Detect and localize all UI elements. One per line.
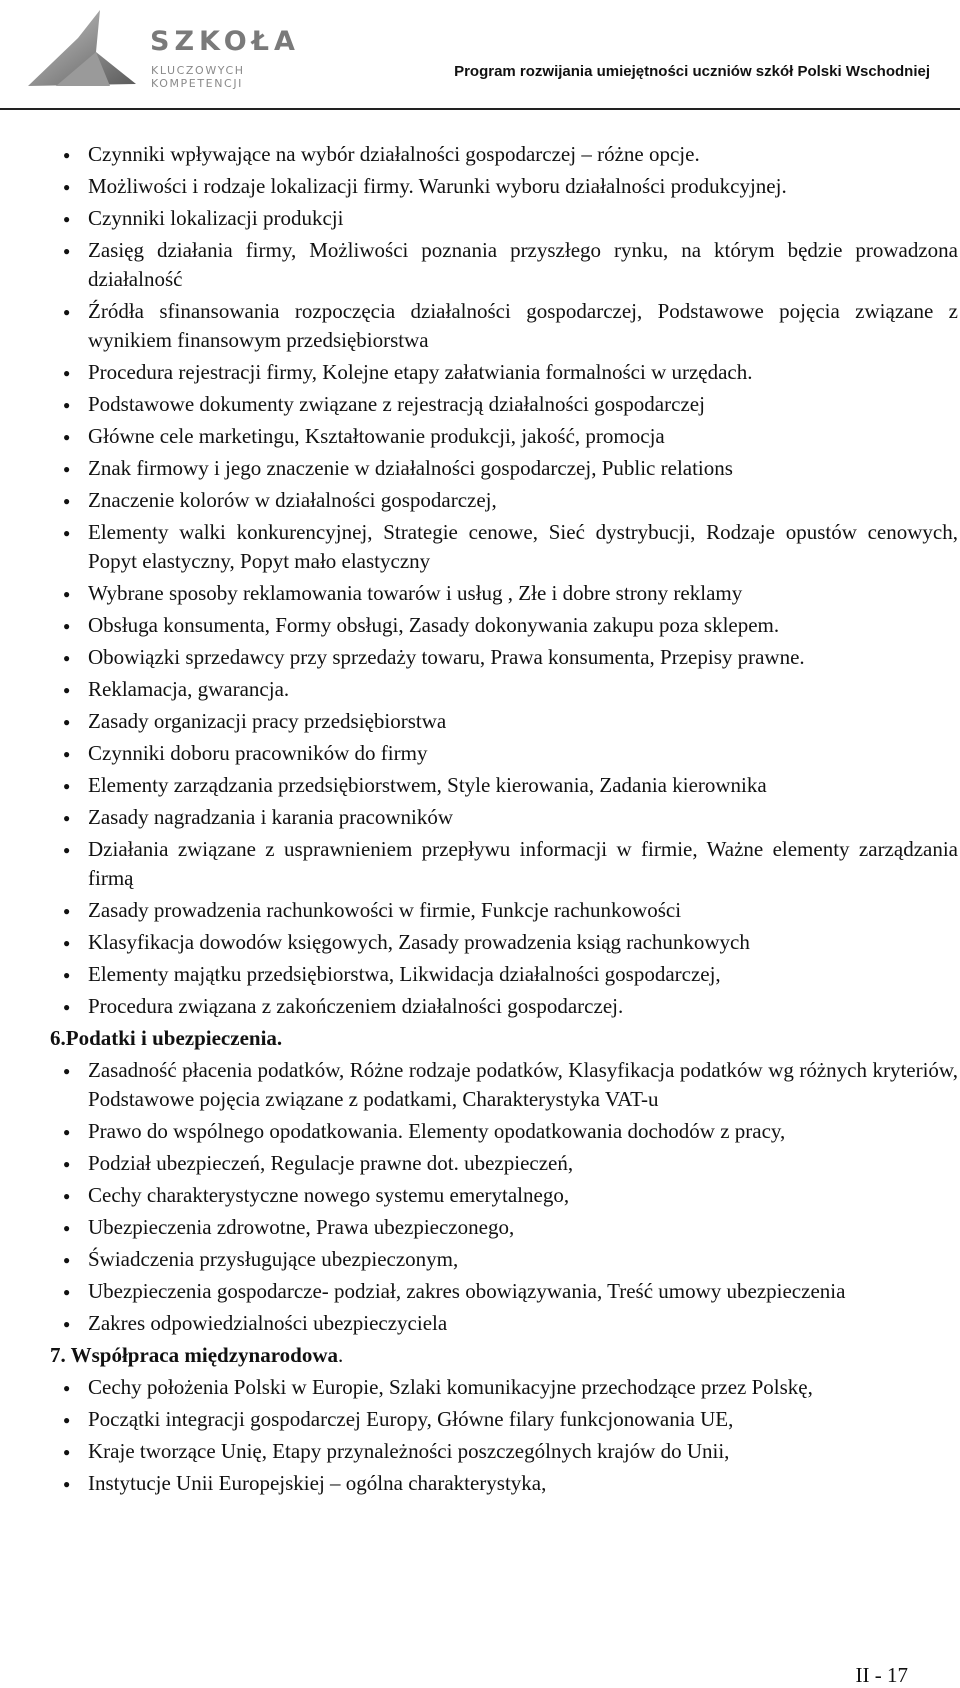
list-item <box>50 1437 958 1466</box>
bullet-icon: ● <box>63 968 71 982</box>
section-list <box>50 140 958 1021</box>
list-item-text: Ubezpieczenia zdrowotne, Prawa ubezpieczonego, <box>88 1215 515 1239</box>
list-item <box>50 1469 958 1498</box>
list-item <box>50 1117 958 1146</box>
bullet-icon: ● <box>63 843 71 857</box>
bullet-icon: ● <box>63 1189 71 1203</box>
list-item-text: Świadczenia przysługujące ubezpieczonym, <box>88 1247 459 1271</box>
list-item-text: Podstawowe dokumenty związane z rejestracją działalności gospodarczej <box>88 392 705 416</box>
bullet-icon: ● <box>63 715 71 729</box>
list-item-text: Ubezpieczenia gospodarcze- podział, zakres obowiązywania, Treść umowy ubezpieczenia <box>88 1279 846 1303</box>
bullet-icon: ● <box>63 1253 71 1267</box>
list-item <box>50 454 958 483</box>
section-heading-text: 7. Współpraca międzynarodowa <box>50 1343 338 1367</box>
list-item-text: Procedura związana z zakończeniem działalności gospodarczej. <box>88 994 624 1018</box>
page-header <box>0 0 960 112</box>
bullet-icon: ● <box>63 1445 71 1459</box>
list-item-text: Zasięg działania firmy, Możliwości poznania przyszłego rynku, na którym będzie prowadzona działalność <box>88 238 958 291</box>
list-item-text: Zasady prowadzenia rachunkowości w firmie, Funkcje rachunkowości <box>88 898 682 922</box>
list-item-text: Cechy położenia Polski w Europie, Szlaki komunikacyjne przechodzące przez Polskę, <box>88 1375 813 1399</box>
bullet-icon: ● <box>63 1413 71 1427</box>
list-item <box>50 390 958 419</box>
list-item <box>50 1181 958 1210</box>
bullet-icon: ● <box>63 366 71 380</box>
bullet-icon: ● <box>63 526 71 540</box>
list-item <box>50 1405 958 1434</box>
list-item-text: Procedura rejestracji firmy, Kolejne etapy załatwiania formalności w urzędach. <box>88 360 753 384</box>
list-item-text: Zasady nagradzania i karania pracowników <box>88 805 453 829</box>
list-item <box>50 486 958 515</box>
list-item-text: Cechy charakterystyczne nowego systemu emerytalnego, <box>88 1183 570 1207</box>
list-item-text: Czynniki doboru pracowników do firmy <box>88 741 428 765</box>
list-item-text: Znaczenie kolorów w działalności gospodarczej, <box>88 488 497 512</box>
bullet-icon: ● <box>63 1221 71 1235</box>
list-item-text: Zakres odpowiedzialności ubezpieczyciela <box>88 1311 448 1335</box>
list-item <box>50 1149 958 1178</box>
bullet-icon: ● <box>63 651 71 665</box>
list-item-text: Zasadność płacenia podatków, Różne rodzaje podatków, Klasyfikacja podatków wg różnych kryteriów, Podstawowe pojęcia związane z podatkami, Charakterystyka VAT-u <box>88 1058 958 1111</box>
bullet-icon: ● <box>63 494 71 508</box>
list-item-text: Wybrane sposoby reklamowania towarów i usług , Złe i dobre strony reklamy <box>88 581 743 605</box>
list-item-text: Klasyfikacja dowodów księgowych, Zasady prowadzenia ksiąg rachunkowych <box>88 930 750 954</box>
list-item-text: Znak firmowy i jego znaczenie w działalności gospodarczej, Public relations <box>88 456 733 480</box>
list-item-text: Instytucje Unii Europejskiej – ogólna charakterystyka, <box>88 1471 547 1495</box>
list-item-text: Elementy majątku przedsiębiorstwa, Likwidacja działalności gospodarczej, <box>88 962 721 986</box>
section-heading: 6.Podatki i ubezpieczenia. <box>50 1026 283 1050</box>
bullet-icon: ● <box>63 1064 71 1078</box>
list-item <box>50 1309 958 1338</box>
list-item-text: Czynniki lokalizacji produkcji <box>88 206 344 230</box>
bullet-icon: ● <box>63 936 71 950</box>
list-item <box>50 518 958 576</box>
list-item <box>50 358 958 387</box>
list-item <box>50 1056 958 1114</box>
list-item-text: Czynniki wpływające na wybór działalności gospodarczej – różne opcje. <box>88 142 700 166</box>
section-list <box>50 1056 958 1338</box>
bullet-icon: ● <box>63 180 71 194</box>
list-item <box>50 928 958 957</box>
bullet-icon: ● <box>63 212 71 226</box>
list-item <box>50 236 958 294</box>
list-item-text: Reklamacja, gwarancja. <box>88 677 290 701</box>
list-item <box>50 896 958 925</box>
document-body <box>50 140 958 1501</box>
list-item <box>50 204 958 233</box>
list-item-text: Prawo do wspólnego opodatkowania. Elementy opodatkowania dochodów z pracy, <box>88 1119 786 1143</box>
list-item <box>50 992 958 1021</box>
list-item <box>50 675 958 704</box>
list-item-text: Podział ubezpieczeń, Regulacje prawne dot. ubezpieczeń, <box>88 1151 574 1175</box>
list-item <box>50 707 958 736</box>
list-item-text: Zasady organizacji pracy przedsiębiorstwa <box>88 709 447 733</box>
bullet-icon: ● <box>63 430 71 444</box>
list-item-text: Główne cele marketingu, Kształtowanie produkcji, jakość, promocja <box>88 424 665 448</box>
bullet-icon: ● <box>63 244 71 258</box>
page-number: II - 17 <box>855 1663 908 1687</box>
bullet-icon: ● <box>63 1000 71 1014</box>
bullet-icon: ● <box>63 619 71 633</box>
list-item <box>50 960 958 989</box>
bullet-icon: ● <box>63 587 71 601</box>
list-item <box>50 140 958 169</box>
list-item <box>50 1373 958 1402</box>
bullet-icon: ● <box>63 148 71 162</box>
bullet-icon: ● <box>63 1285 71 1299</box>
list-item-text: Działania związane z usprawnieniem przepływu informacji w firmie, Ważne elementy zarządzania firmą <box>88 837 958 890</box>
bullet-icon: ● <box>63 1157 71 1171</box>
section-list <box>50 1373 958 1498</box>
list-item-text: Możliwości i rodzaje lokalizacji firmy. Warunki wyboru działalności produkcyjnej. <box>88 174 787 198</box>
list-item-text: Początki integracji gospodarczej Europy, Główne filary funkcjonowania UE, <box>88 1407 734 1431</box>
list-item <box>50 297 958 355</box>
list-item <box>50 1245 958 1274</box>
list-item <box>50 1277 958 1306</box>
list-item-text: Obsługa konsumenta, Formy obsługi, Zasady dokonywania zakupu poza sklepem. <box>88 613 780 637</box>
header-divider <box>0 108 960 110</box>
list-item <box>50 1213 958 1242</box>
list-item-text: Elementy zarządzania przedsiębiorstwem, Style kierowania, Zadania kierownika <box>88 773 767 797</box>
bullet-icon: ● <box>63 1381 71 1395</box>
list-item-text: Kraje tworzące Unię, Etapy przynależności poszczególnych krajów do Unii, <box>88 1439 730 1463</box>
bullet-icon: ● <box>63 811 71 825</box>
section-heading <box>50 1341 958 1370</box>
bullet-icon: ● <box>63 305 71 319</box>
logo-subtitle: KLUCZOWYCH KOMPETENCJI <box>151 64 245 90</box>
list-item <box>50 611 958 640</box>
list-item-text: Obowiązki sprzedawcy przy sprzedaży towaru, Prawa konsumenta, Przepisy prawne. <box>88 645 805 669</box>
list-item <box>50 643 958 672</box>
list-item-text: Źródła sfinansowania rozpoczęcia działalności gospodarczej, Podstawowe pojęcia związane z wynikiem finansowym przedsiębiorstwa <box>88 299 958 352</box>
bullet-icon: ● <box>63 1125 71 1139</box>
logo <box>26 8 326 88</box>
list-item <box>50 422 958 451</box>
bullet-icon: ● <box>63 398 71 412</box>
list-item <box>50 803 958 832</box>
list-item <box>50 771 958 800</box>
list-item <box>50 579 958 608</box>
logo-mark-icon <box>26 8 141 88</box>
bullet-icon: ● <box>63 1477 71 1491</box>
bullet-icon: ● <box>63 462 71 476</box>
list-item-text: Elementy walki konkurencyjnej, Strategie cenowe, Sieć dystrybucji, Rodzaje opustów cenowych, Popyt elastyczny, Popyt mało elastyczny <box>88 520 958 573</box>
bullet-icon: ● <box>63 904 71 918</box>
bullet-icon: ● <box>63 747 71 761</box>
bullet-icon: ● <box>63 683 71 697</box>
list-item <box>50 172 958 201</box>
list-item <box>50 835 958 893</box>
program-title: Program rozwijania umiejętności uczniów szkół Polski Wschodniej <box>454 63 930 80</box>
logo-title: SZKOŁA <box>150 26 300 57</box>
bullet-icon: ● <box>63 779 71 793</box>
section-heading-suffix: . <box>338 1343 344 1367</box>
list-item <box>50 739 958 768</box>
bullet-icon: ● <box>63 1317 71 1331</box>
